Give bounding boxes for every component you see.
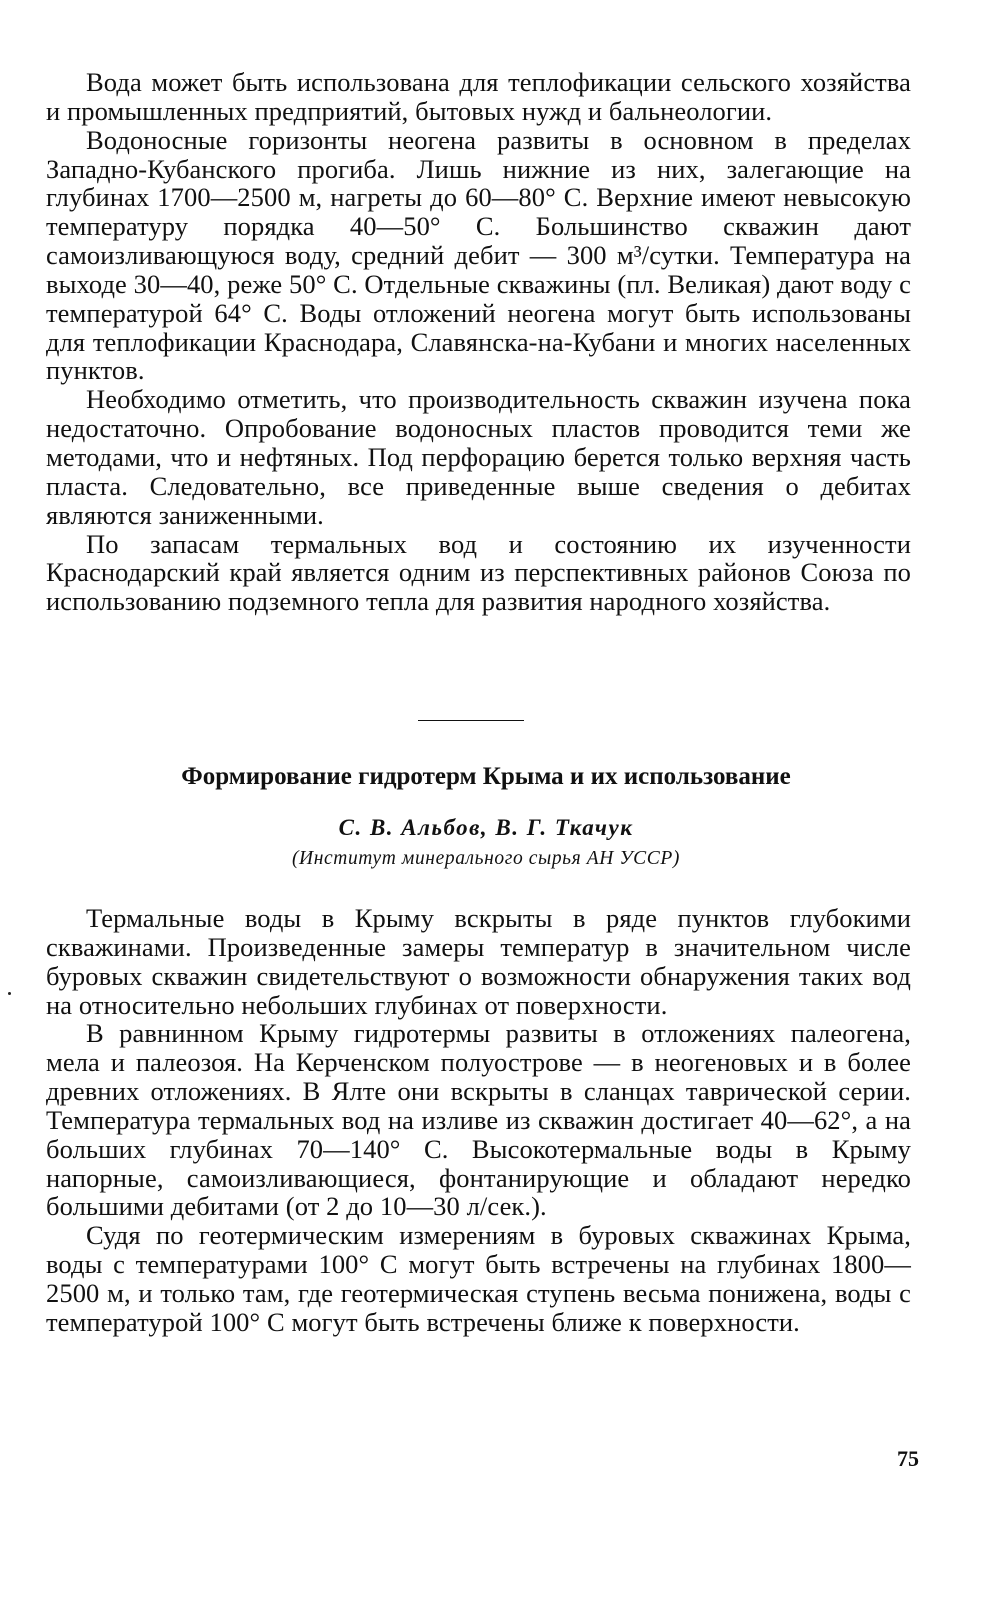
paragraph-plain-crimea: В равнинном Крыму гидротермы развиты в отложениях палеогена, мела и палеозоя. На Керченском полуострове — в неогеновых и в более древних отложениях. В Ялте они вскрыты в сланцах таврической серии. Температура термальных вод на изливе из скважин достигает 40—62°, а на больших глубинах 70—140° С. Высокотермальные воды в Крыму напорные, самоизливающиеся, фонтанирующие и обладают нередко большими дебитами (от 2 до 10—30 л/сек.). — [46, 1018, 911, 1222]
article-body — [46, 904, 911, 1337]
section-divider — [418, 720, 524, 721]
paragraph-well-productivity: Необходимо отметить, что производительность скважин изучена пока недостаточно. Опробование водоносных пластов проводится теми же методами, что и нефтяных. Под перфорацию берется только верхняя часть пласта. Следовательно, все приведенные выше сведения о дебитах являются заниженными. — [46, 384, 911, 530]
paragraph-neogene-horizons: Водоносные горизонты неогена развиты в основном в пределах Западно-Кубанского прогиба. Лишь нижние из них, залегающие на глубинах 1700—2500 м, нагреты до 60—80° С. Верхние имеют невысокую температуру порядка 40—50° С. Большинство скважин дают самоизливающуюся воду, средний дебит — 300 м³/сутки. Температура на выходе 30—40, реже 50° С. Отдельные скважины (пл. Великая) дают воду с температурой 64° С. Воды отложений неогена могут быть использованы для теплофикации Краснодара, Славянска-на-Кубани и многих населенных пунктов. — [46, 124, 911, 386]
print-speck — [8, 992, 11, 995]
paragraph-thermal-waters: Термальные воды в Крыму вскрыты в ряде пунктов глубокими скважинами. Произведенные замеры температур в значительном числе буровых скважин свидетельствуют о возможности обнаружения таких вод на относительно небольших глубинах от поверхности. — [46, 903, 911, 1020]
article-institute: (Институт минерального сырья АН УССР) — [291, 848, 681, 869]
paragraph-krasnodar-reserves: По запасам термальных вод и состоянию их изученности Краснодарский край является одним из перспективных районов Союза по использованию подземного тепла для развития народного хозяйства. — [46, 528, 911, 617]
article-authors: С. В. Альбов, В. Г. Ткачук — [338, 815, 634, 840]
paragraph-heating-use: Вода может быть использована для теплофикации сельского хозяйства и промышленных предприятий, бытовых нужд и бальнеологии. — [46, 67, 911, 126]
article-title: Формирование гидротерм Крыма и их использование — [181, 763, 791, 790]
page-number: 75 — [897, 1446, 919, 1471]
paragraph-geothermal-measurements: Судя по геотермическим измерениям в буровых скважинах Крыма, воды с температурами 100° С могут быть встречены на глубинах 1800—2500 м, и только там, где геотермическая ступень весьма понижена, воды с температурой 100° С могут быть встречены ближе к поверхности. — [46, 1220, 911, 1337]
section-continuation — [46, 68, 911, 616]
